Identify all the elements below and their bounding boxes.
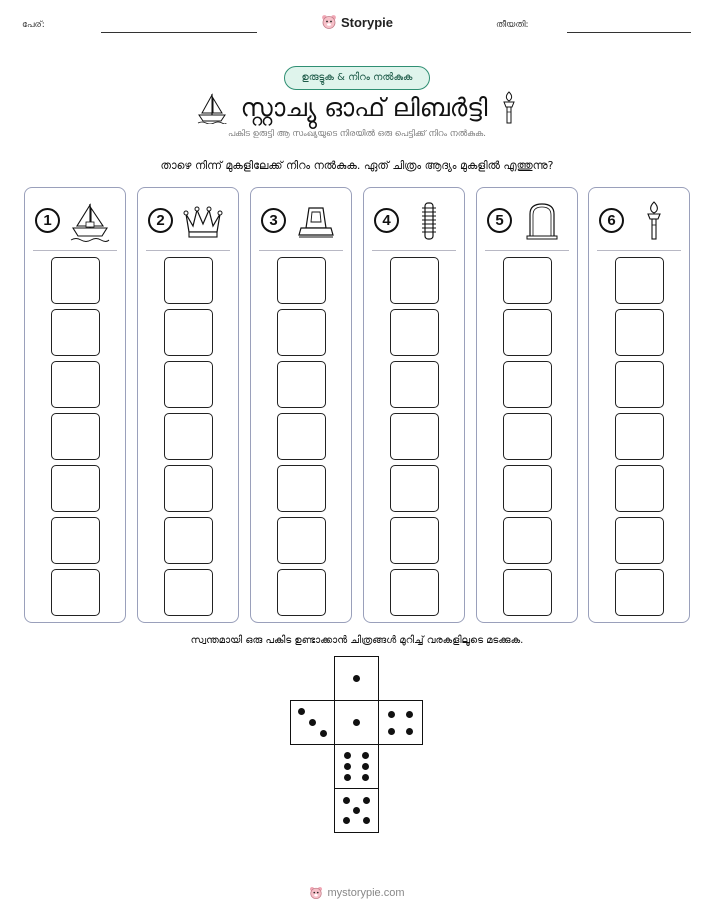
torch-icon <box>501 91 517 125</box>
die-pip <box>309 719 316 726</box>
column-6 <box>588 187 690 623</box>
color-box[interactable] <box>615 413 664 460</box>
die-pip <box>344 752 351 759</box>
color-box[interactable] <box>164 517 213 564</box>
color-box[interactable] <box>503 257 552 304</box>
color-box[interactable] <box>390 361 439 408</box>
column-number: 2 <box>148 208 173 233</box>
column-number: 4 <box>374 208 399 233</box>
die-face[interactable] <box>334 656 379 701</box>
name-label: പേര്: <box>22 20 45 30</box>
color-box[interactable] <box>277 465 326 512</box>
color-box[interactable] <box>503 517 552 564</box>
color-box[interactable] <box>615 257 664 304</box>
die-pip <box>353 719 360 726</box>
color-box[interactable] <box>390 413 439 460</box>
color-box[interactable] <box>390 309 439 356</box>
color-box[interactable] <box>390 517 439 564</box>
color-box[interactable] <box>277 361 326 408</box>
die-pip <box>406 728 413 735</box>
sailboat-icon <box>69 200 111 242</box>
torch-icon <box>633 200 675 242</box>
color-box[interactable] <box>503 309 552 356</box>
color-box[interactable] <box>503 361 552 408</box>
tablet-icon <box>521 200 563 242</box>
die-face[interactable] <box>290 700 335 745</box>
color-box[interactable] <box>277 413 326 460</box>
die-pip <box>363 797 370 804</box>
column-separator <box>372 250 456 251</box>
color-box[interactable] <box>51 413 100 460</box>
color-box[interactable] <box>51 569 100 616</box>
column-number: 5 <box>487 208 512 233</box>
column-header <box>364 188 464 250</box>
column-header <box>138 188 238 250</box>
color-box[interactable] <box>615 309 664 356</box>
color-box[interactable] <box>615 465 664 512</box>
die-pip <box>363 817 370 824</box>
die-face[interactable] <box>334 700 379 745</box>
die-pip <box>353 675 360 682</box>
die-pip <box>353 807 360 814</box>
footer-url[interactable]: mystorypie.com <box>327 887 405 899</box>
color-box[interactable] <box>277 517 326 564</box>
die-pip <box>362 752 369 759</box>
column-separator <box>146 250 230 251</box>
column-2 <box>137 187 239 623</box>
die-face[interactable] <box>378 700 423 745</box>
column-4 <box>363 187 465 623</box>
color-box[interactable] <box>51 361 100 408</box>
column-header <box>589 188 689 250</box>
date-line[interactable] <box>567 32 691 33</box>
activity-badge: ഉരുട്ടുക & നിറം നൽകുക <box>284 66 430 90</box>
color-box[interactable] <box>390 257 439 304</box>
die-pip <box>406 711 413 718</box>
title-row <box>0 88 714 128</box>
color-box[interactable] <box>164 413 213 460</box>
die-pip <box>362 774 369 781</box>
color-box[interactable] <box>277 569 326 616</box>
column-number: 3 <box>261 208 286 233</box>
color-box[interactable] <box>164 257 213 304</box>
column-1 <box>24 187 126 623</box>
race-columns <box>24 187 690 625</box>
column-number: 6 <box>599 208 624 233</box>
column-icon <box>408 200 450 242</box>
column-5 <box>476 187 578 623</box>
color-box[interactable] <box>51 517 100 564</box>
crown-icon <box>182 200 224 242</box>
color-box[interactable] <box>615 361 664 408</box>
die-face[interactable] <box>334 788 379 833</box>
color-box[interactable] <box>164 309 213 356</box>
color-box[interactable] <box>615 569 664 616</box>
column-3 <box>250 187 352 623</box>
die-instruction: സ്വന്തമായി ഒരു പകിട ഉണ്ടാക്കാൻ ചിത്രങ്ങൾ മുറിച്ച് വരകളിലൂടെ മടക്കുക. <box>190 635 524 646</box>
sailboat-icon <box>197 92 227 124</box>
die-pip <box>298 708 305 715</box>
column-separator <box>597 250 681 251</box>
instruction: താഴെ നിന്ന് മുകളിലേക്ക് നിറം നൽകുക. ഏത് ചിത്രം ആദ്യം മുകളിൽ എത്തുന്നു? <box>160 159 554 172</box>
brand-name: Storypie <box>340 14 393 30</box>
footer <box>0 886 714 900</box>
die-pip <box>344 774 351 781</box>
column-header <box>477 188 577 250</box>
column-header <box>25 188 125 250</box>
color-box[interactable] <box>51 465 100 512</box>
die-pip <box>388 711 395 718</box>
color-box[interactable] <box>277 309 326 356</box>
column-separator <box>259 250 343 251</box>
bear-icon <box>309 886 323 900</box>
column-header <box>251 188 351 250</box>
column-separator <box>33 250 117 251</box>
color-box[interactable] <box>503 413 552 460</box>
name-line[interactable] <box>101 32 257 33</box>
die-pip <box>388 728 395 735</box>
pedestal-icon <box>295 200 337 242</box>
subtitle: പകിട ഉരുട്ടി ആ സംഖ്യയുടെ നിരയിൽ ഒരു പെട്ടിക്ക് നിറം നൽകുക. <box>228 129 486 139</box>
die-pip <box>362 763 369 770</box>
color-box[interactable] <box>503 465 552 512</box>
die-pip <box>343 817 350 824</box>
column-number: 1 <box>35 208 60 233</box>
die-pip <box>344 763 351 770</box>
color-box[interactable] <box>390 465 439 512</box>
bear-icon <box>321 14 337 30</box>
color-box[interactable] <box>164 361 213 408</box>
die-pip <box>343 797 350 804</box>
color-box[interactable] <box>164 465 213 512</box>
color-box[interactable] <box>615 517 664 564</box>
color-box[interactable] <box>164 569 213 616</box>
brand-logo <box>0 14 714 30</box>
page-title: സ്റ്റാച്യു ഓഫ് ലിബർട്ടി <box>240 93 488 122</box>
color-box[interactable] <box>277 257 326 304</box>
date-label: തീയതി: <box>496 20 529 30</box>
color-box[interactable] <box>51 309 100 356</box>
die-face[interactable] <box>334 744 379 789</box>
color-box[interactable] <box>51 257 100 304</box>
die-pip <box>320 730 327 737</box>
color-box[interactable] <box>503 569 552 616</box>
column-separator <box>485 250 569 251</box>
color-box[interactable] <box>390 569 439 616</box>
